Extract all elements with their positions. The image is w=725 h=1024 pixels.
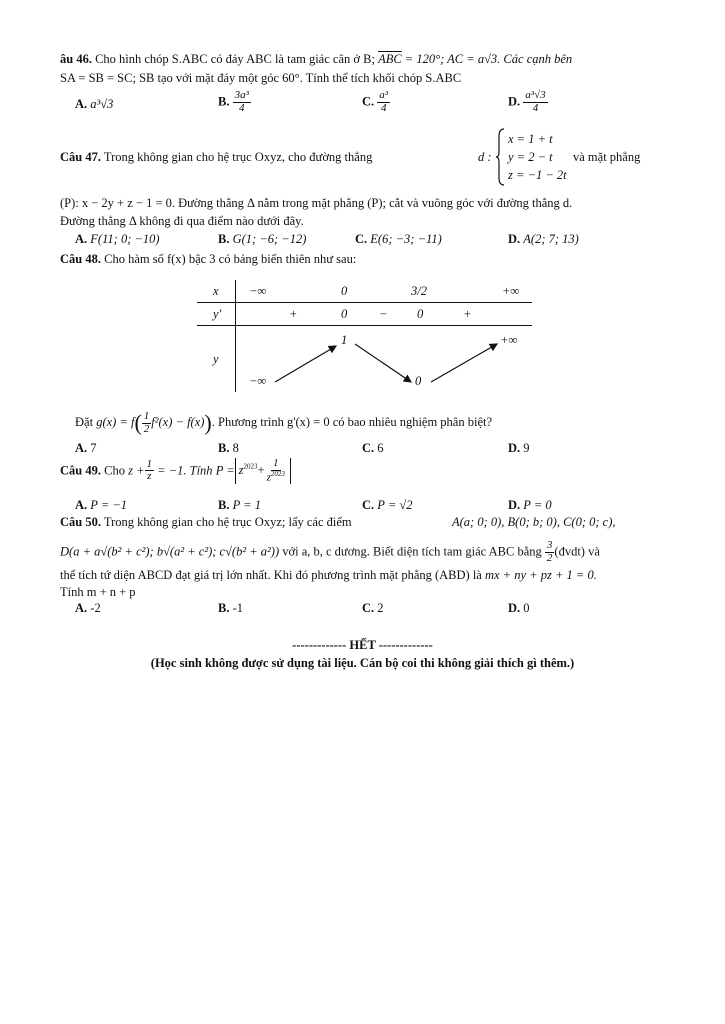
option-value: A(2; 7; 13) — [523, 232, 579, 246]
fraction-denominator: 4 — [532, 101, 539, 114]
option-label: C. — [362, 601, 375, 615]
fraction-numerator: 1 — [143, 409, 150, 422]
q46-text1b: = 120°; AC = a√3. Các cạnh bên — [404, 52, 573, 66]
q46-option-c — [362, 90, 390, 114]
q49-expr-eq: = −1. Tính — [157, 463, 213, 478]
q49-expr-z: z + — [128, 463, 145, 478]
q48-text1: Cho hàm số f(x) bậc 3 có bảng biến thiên như sau: — [104, 252, 357, 266]
system-eq-2: y = 2 − t — [508, 150, 553, 165]
x-value: +∞ — [502, 284, 520, 298]
brace-icon — [496, 128, 506, 186]
paren-open: ( — [134, 410, 142, 435]
fraction-denominator: z — [266, 471, 271, 484]
option-value: 7 — [90, 441, 97, 455]
q50-points: A(a; 0; 0), B(0; b; 0), C(0; 0; c), — [452, 515, 616, 529]
q50-plane-eq: mx + ny + pz + 1 = 0. — [484, 568, 597, 582]
x-value: 0 — [341, 284, 348, 298]
fraction-numerator: 3 — [546, 539, 553, 551]
row-label-x: x — [213, 284, 219, 298]
option-label: B. — [218, 232, 230, 246]
q47-option-d — [508, 232, 579, 247]
option-label: C. — [362, 498, 375, 512]
row-label-yprime: y' — [213, 307, 222, 321]
option-value: 0 — [523, 601, 530, 615]
yprime-sign: − — [379, 307, 388, 321]
q46-line2: SA = SB = SC; SB tạo với mặt đáy một góc 60°. Tính thể tích khối chóp S.ABC — [60, 71, 462, 85]
option-label: A. — [75, 232, 88, 246]
option-label: B. — [218, 498, 230, 512]
q49-text-cho: Cho — [104, 463, 125, 478]
q46-text1: Cho hình chóp S.ABC có đáy ABC là tam giác cân ở B; — [95, 52, 375, 66]
option-label: A. — [75, 441, 88, 455]
y-value: 1 — [341, 333, 348, 347]
q50-text2b: với a, b, c dương. Biết diện tích tam giác ABC bằng — [282, 544, 542, 559]
fraction-denominator: 2 — [143, 422, 150, 435]
yprime-sign: + — [463, 307, 472, 321]
q47-line3: Đường thẳng Δ không đi qua điểm nào dưới đây. — [60, 214, 304, 228]
yprime-value: 0 — [341, 307, 348, 321]
option-label: B. — [218, 601, 230, 615]
q49-option-a — [75, 498, 127, 513]
q48-option-b — [218, 441, 239, 456]
option-value: 8 — [232, 441, 239, 455]
option-value: P = −1 — [90, 498, 128, 512]
option-value: G(1; −6; −12) — [232, 232, 307, 246]
q48-option-c — [362, 441, 384, 456]
z-base: z — [238, 462, 244, 477]
option-label: A. — [75, 97, 88, 111]
q48-label: Câu 48. — [60, 252, 101, 266]
q46-option-b — [218, 90, 251, 114]
q49-option-b — [218, 498, 261, 513]
exponent: 2023 — [243, 462, 258, 471]
fraction-numerator: 1 — [273, 457, 279, 469]
q50-option-a — [75, 601, 101, 616]
system-eq-3: z = −1 − 2t — [508, 168, 567, 183]
option-value: -1 — [232, 601, 244, 615]
option-label: C. — [355, 232, 368, 246]
q50-option-b — [218, 601, 243, 616]
q49-P: P = — [215, 463, 235, 478]
q50-line4: Tính m + n + p — [60, 585, 136, 599]
q49-option-d — [508, 498, 552, 513]
q48-text2b: . Phương trình g'(x) = 0 có bao nhiêu nghiệm phân biệt? — [211, 414, 493, 429]
q50-text3: thể tích tứ diện ABCD đạt giá trị lớn nhất. Khi đó phương trình mặt phẳng (ABD) là — [60, 568, 482, 582]
q46-angle: $\overline{ABC}$ — [378, 52, 402, 66]
fraction-denominator: 4 — [380, 101, 387, 114]
option-value: E(6; −3; −11) — [370, 232, 442, 246]
y-value: 0 — [415, 374, 422, 388]
option-label: D. — [508, 441, 521, 455]
q49-label: Câu 49. — [60, 463, 101, 478]
q47-option-a — [75, 232, 160, 247]
y-value: −∞ — [249, 374, 267, 388]
q50-label: Câu 50. — [60, 515, 101, 529]
option-label: D. — [508, 94, 521, 109]
q48-inner-expr: f²(x) − f(x) — [151, 414, 205, 429]
option-label: B. — [218, 94, 230, 109]
fraction-numerator: a³ — [379, 89, 389, 101]
variation-table — [197, 280, 532, 392]
yprime-sign: + — [289, 307, 298, 321]
arrow-up-icon — [275, 346, 336, 382]
end-marker: ------------- HẾT ------------- — [292, 638, 433, 652]
fraction-denominator: z — [147, 470, 152, 483]
fraction-denominator: 4 — [239, 101, 245, 114]
q46-option-a — [75, 97, 113, 112]
system-eq-1: x = 1 + t — [508, 132, 553, 146]
q48-line1 — [60, 252, 356, 267]
option-label: C. — [362, 441, 375, 455]
q50-line3 — [60, 568, 597, 583]
q50-text1: Trong không gian cho hệ trục Oxyz; lấy các điểm — [103, 515, 352, 529]
option-value: 2 — [377, 601, 384, 615]
q48-g-def: g(x) = f — [96, 414, 135, 429]
fraction-numerator: 1 — [146, 457, 153, 470]
q46-line1 — [60, 52, 572, 67]
fraction-numerator: a³√3 — [525, 89, 546, 101]
q48-line2 — [75, 410, 492, 436]
q49-option-c — [362, 498, 413, 513]
option-value: 9 — [523, 441, 530, 455]
q47-text1b: và mặt phẳng — [573, 150, 641, 164]
option-value: P = 1 — [232, 498, 261, 512]
q47-option-b — [218, 232, 306, 247]
option-value: P = 0 — [523, 498, 552, 512]
q46-label: âu 46. — [60, 52, 92, 66]
q48-option-d — [508, 441, 530, 456]
q50-line1 — [60, 515, 352, 530]
option-value: P = √2 — [377, 498, 413, 512]
option-label: D. — [508, 601, 521, 615]
option-value: F(11; 0; −10) — [90, 232, 160, 246]
arrow-up-icon — [431, 344, 497, 382]
arrow-down-icon — [355, 344, 411, 382]
option-label: B. — [218, 441, 230, 455]
plus-sign: + — [257, 462, 265, 477]
q47-line2: (P): x − 2y + z − 1 = 0. Đường thẳng Δ nằm trong mặt phẳng (P); cắt và vuông góc với đường thẳng d. — [60, 196, 573, 210]
exponent: 2023 — [270, 469, 285, 478]
q46-option-d — [508, 90, 548, 114]
q47-line1 — [60, 150, 372, 165]
row-label-y: y — [213, 352, 219, 366]
option-label: D. — [508, 232, 521, 246]
q50-option-d — [508, 601, 530, 616]
q47-text1: Trong không gian cho hệ trục Oxyz, cho đường thẳng — [103, 150, 373, 164]
y-value: +∞ — [500, 333, 518, 347]
option-label: D. — [508, 498, 521, 512]
option-label: C. — [362, 94, 375, 109]
yprime-value: 0 — [417, 307, 424, 321]
fraction-denominator: 2 — [546, 551, 553, 564]
variation-arrows — [197, 280, 532, 392]
q50-point-D: D(a + a√(b² + c²); b√(a² + c²); c√(b² + a²)) — [60, 544, 280, 559]
abs-value — [235, 458, 291, 484]
option-value: -2 — [90, 601, 101, 615]
x-value: 3/2 — [411, 284, 427, 298]
q50-text2c: (đvdt) và — [554, 544, 600, 559]
option-value: 6 — [377, 441, 384, 455]
q50-option-c — [362, 601, 384, 616]
q47-label: Câu 47. — [60, 150, 101, 164]
q47-system — [508, 130, 567, 184]
option-label: A. — [75, 601, 88, 615]
q47-d-label: d : — [478, 150, 492, 164]
fraction-numerator: 3a³ — [234, 89, 249, 101]
paren-close: ) — [204, 410, 212, 435]
q49-line1 — [60, 458, 291, 484]
q50-line2 — [60, 540, 600, 564]
option-label: A. — [75, 498, 88, 512]
q47-option-c — [355, 232, 442, 247]
footer-note: (Học sinh không được sử dụng tài liệu. Cán bộ coi thi không giải thích gì thêm.) — [150, 656, 575, 670]
option-value: a³√3 — [90, 97, 114, 111]
x-value: −∞ — [249, 284, 267, 298]
q48-option-a — [75, 441, 97, 456]
q48-text-dat: Đặt — [75, 414, 94, 429]
